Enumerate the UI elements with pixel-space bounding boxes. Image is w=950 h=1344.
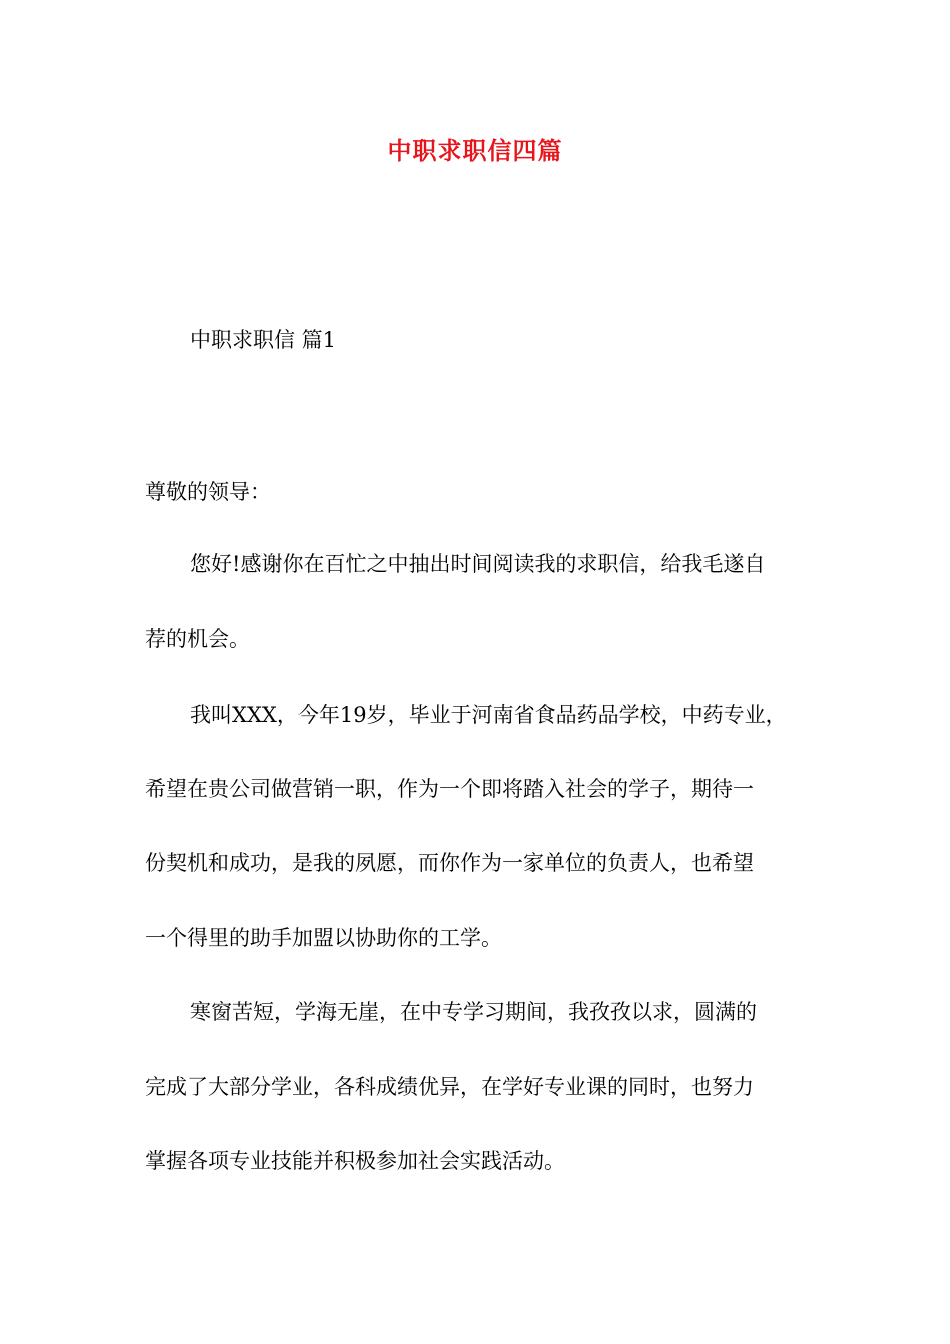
paragraph-line: 掌握各项专业技能并积极参加社会实践活动。 xyxy=(145,1149,565,1173)
paragraph-line: 寒窗苦短，学海无崖，在中专学习期间，我孜孜以求，圆满的 xyxy=(190,1000,757,1024)
paragraph-line: 希望在贵公司做营销一职，作为一个即将踏入社会的学子，期待一 xyxy=(145,777,754,801)
paragraph-line: 一个得里的助手加盟以协助你的工学。 xyxy=(145,926,502,950)
paragraph-line: 完成了大部分学业，各科成绩优异，在学好专业课的同时，也努力 xyxy=(145,1075,754,1099)
section-heading: 中职求职信 篇1 xyxy=(190,328,337,352)
paragraph-line: 份契机和成功，是我的夙愿，而你作为一家单位的负责人，也希望 xyxy=(145,851,754,875)
paragraph-line: 您好!感谢你在百忙之中抽出时间阅读我的求职信，给我毛遂自 xyxy=(190,552,766,576)
document-title: 中职求职信四篇 xyxy=(387,136,563,165)
salutation: 尊敬的领导： xyxy=(145,480,271,504)
paragraph-line: 我叫XXX，今年19岁，毕业于河南省食品药品学校，中药专业， xyxy=(190,703,787,727)
paragraph-line: 荐的机会。 xyxy=(145,627,250,651)
